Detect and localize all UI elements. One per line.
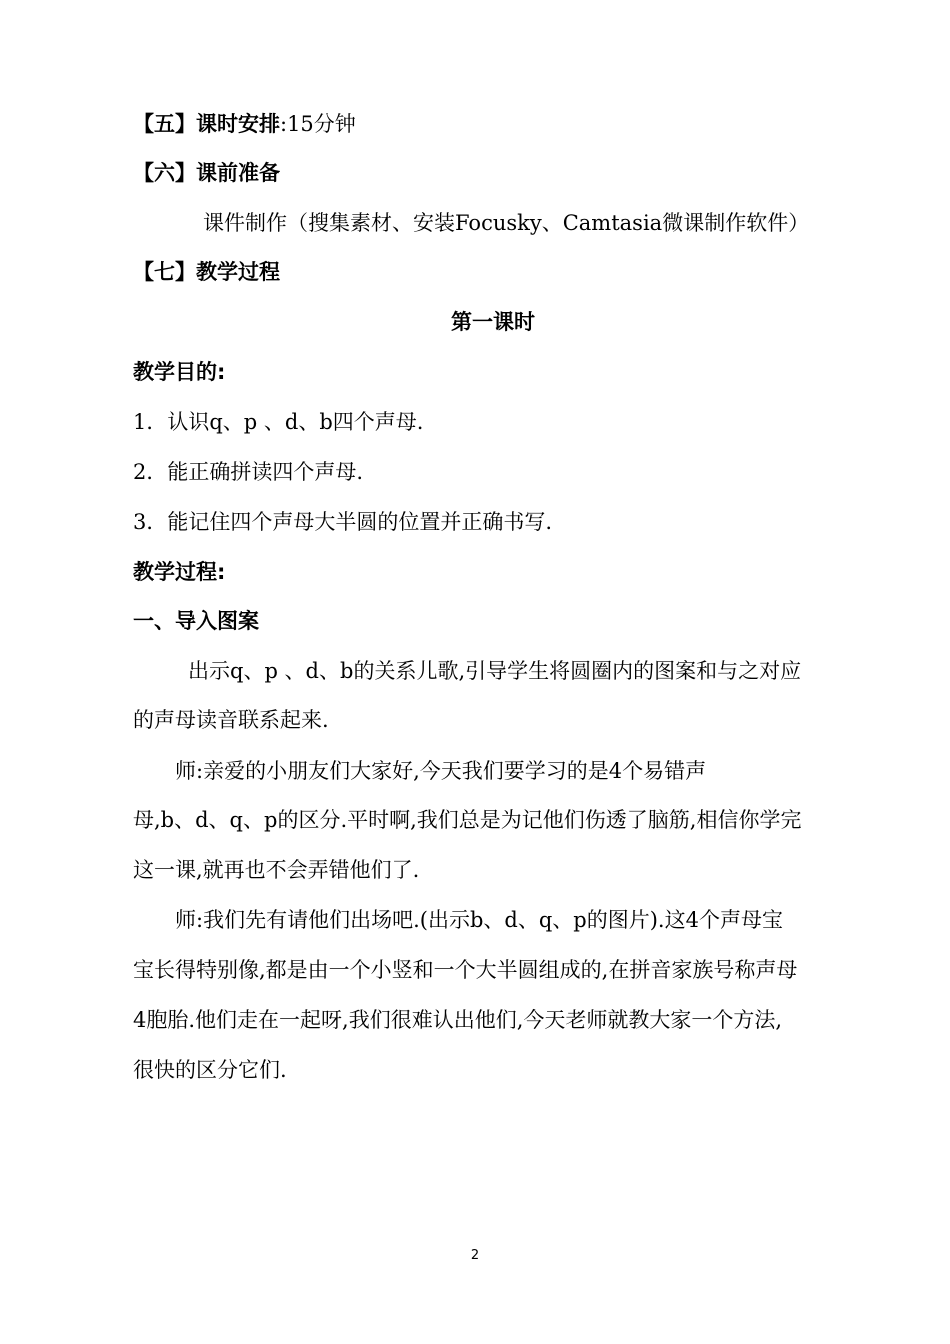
page-number: 2 <box>470 1248 480 1263</box>
objective-item: 1．认识q、p 、d、b四个声母. <box>133 410 424 434</box>
section-five <box>133 111 356 137</box>
lesson-title: 第一课时 <box>451 310 535 334</box>
paragraph-line: 这一课,就再也不会弄错他们了. <box>133 858 420 882</box>
paragraph-line: 的声母读音联系起来. <box>133 708 329 732</box>
paragraph-line: 师:亲爱的小朋友们大家好,今天我们要学习的是4个易错声 <box>175 759 707 783</box>
paragraph-line: 师:我们先有请他们出场吧.(出示b、d、q、p的图片).这4个声母宝 <box>175 908 783 932</box>
section-six-text: 课件制作（搜集素材、安装Focusky、Camtasia微课制作软件） <box>203 211 810 235</box>
objective-item: 2．能正确拼读四个声母. <box>133 460 364 484</box>
paragraph-line: 4胞胎.他们走在一起呀,我们很难认出他们,今天老师就教大家一个方法, <box>133 1008 783 1032</box>
section-seven-heading: 【七】教学过程 <box>133 260 280 284</box>
objectives-heading: 教学目的: <box>133 360 226 384</box>
paragraph-line: 很快的区分它们. <box>133 1058 287 1082</box>
section-five-text: :15分钟 <box>280 112 356 136</box>
paragraph-line: 出示q、p 、d、b的关系儿歌,引导学生将圆圈内的图案和与之对应 <box>188 659 802 683</box>
section-six-heading: 【六】课前准备 <box>133 161 280 185</box>
paragraph-line: 宝长得特别像,都是由一个小竖和一个大半圆组成的,在拼音家族号称声母 <box>133 958 798 982</box>
objective-item: 3．能记住四个声母大半圆的位置并正确书写. <box>133 510 553 534</box>
paragraph-line: 母,b、d、q、p的区分.平时啊,我们总是为记他们伤透了脑筋,相信你学完 <box>133 808 802 832</box>
section-five-heading: 【五】课时安排 <box>133 112 280 136</box>
part-one-heading: 一、导入图案 <box>133 609 259 633</box>
process-heading: 教学过程: <box>133 560 226 584</box>
